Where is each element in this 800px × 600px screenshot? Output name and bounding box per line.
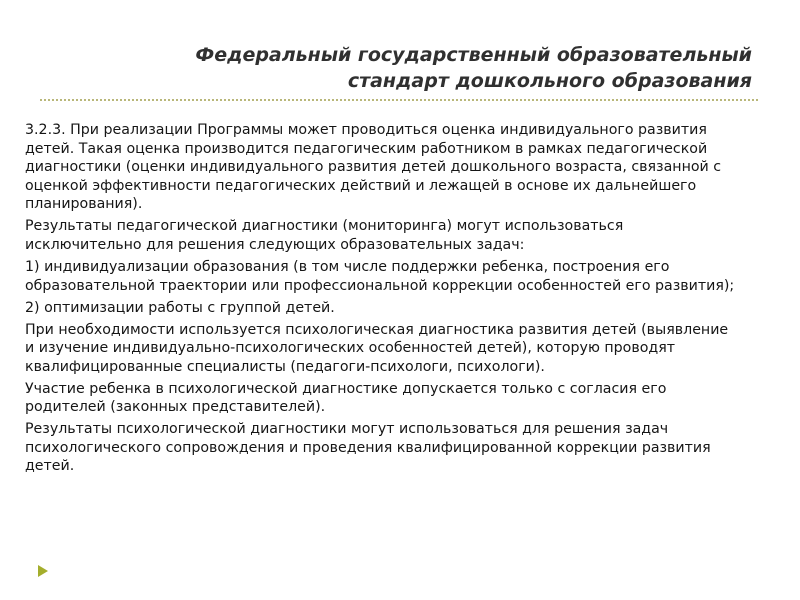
paragraph-monitoring-results: Результаты педагогической диагностики (мониторинга) могут использоваться исключительно для решения следующих образовательных задач:: [25, 218, 624, 253]
slide-body: [25, 121, 737, 479]
slide-title-line-1: Федеральный государственный образовательный: [195, 44, 752, 66]
slide-title-line-2: стандарт дошкольного образования: [347, 70, 752, 92]
paragraph-task-2: 2) оптимизации работы с группой детей.: [25, 299, 335, 316]
paragraph-parent-consent: Участие ребенка в психологической диагностике допускается только с согласия его родителей (законных представителей).: [25, 380, 667, 416]
paragraph-psych-diagnostics: При необходимости используется психологическая диагностика развития детей (выявление и изучение индивидуально-психологических особенностей детей), которую проводят квалифицированные специалисты (педагоги-психологи, психологи).: [25, 321, 729, 375]
triangle-right-icon[interactable]: [38, 565, 48, 577]
slide-title: [40, 42, 752, 94]
paragraph-task-1: 1) индивидуализации образования (в том числе поддержки ребенка, построения его образовательной траектории или профессиональной коррекции особенностей его развития);: [25, 258, 735, 294]
title-divider: [40, 99, 758, 101]
paragraph-psych-results: Результаты психологической диагностики могут использоваться для решения задач психологического сопровождения и проведения квалифицированной коррекции развития детей.: [25, 421, 711, 475]
paragraph-3-2-3: 3.2.3. При реализации Программы может проводиться оценка индивидуального развития детей. Такая оценка производится педагогическим работником в рамках педагогической диагностики (оценки индивидуального развития детей дошкольного возраста, связанной с оценкой эффективности педагогических действий и лежащей в основе их дальнейшего планирования).: [25, 122, 722, 213]
